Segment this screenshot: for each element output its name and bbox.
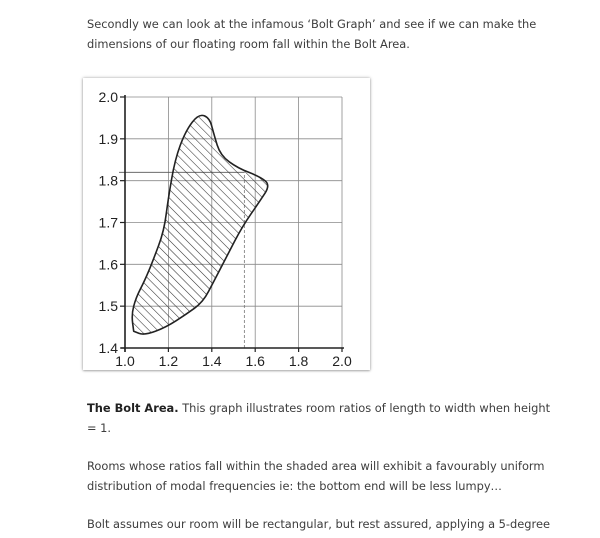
x-tick-label: 1.2 xyxy=(158,353,179,369)
intro-paragraph: Secondly we can look at the infamous ‘Bolt Graph’ and see if we can make the dimensions of our floating room fall within the Bolt Area. xyxy=(87,17,537,51)
y-tick-label: 1.5 xyxy=(98,298,118,315)
x-tick-label: 1.0 xyxy=(115,353,135,369)
x-tick-label: 1.6 xyxy=(245,353,265,369)
caption-title: The Bolt Area. xyxy=(87,401,179,415)
bolt-graph-chart xyxy=(83,78,370,370)
y-tick-label: 1.9 xyxy=(98,130,118,147)
rectangular-paragraph: Bolt assumes our room will be rectangular, but rest assured, applying a 5-degree xyxy=(87,517,550,531)
modal-paragraph: Rooms whose ratios fall within the shaded area will exhibit a favourably uniform distribution of modal frequencies ie: the bottom end will be less lumpy… xyxy=(87,459,545,493)
bolt-graph-figure xyxy=(83,78,370,370)
y-tick-label: 1.6 xyxy=(98,256,118,273)
y-tick-label: 1.8 xyxy=(98,172,118,189)
x-tick-label: 1.8 xyxy=(288,353,309,369)
y-tick-label: 1.4 xyxy=(98,340,118,356)
bolt-area-region xyxy=(132,115,267,334)
y-tick-label: 1.7 xyxy=(98,214,118,231)
caption-paragraph xyxy=(87,398,557,438)
caption-text: This graph illustrates room ratios of length to width when height = 1. xyxy=(87,401,551,435)
x-tick-label: 2.0 xyxy=(332,353,352,369)
x-tick-label: 1.4 xyxy=(202,353,222,369)
y-tick-label: 2.0 xyxy=(98,89,118,105)
